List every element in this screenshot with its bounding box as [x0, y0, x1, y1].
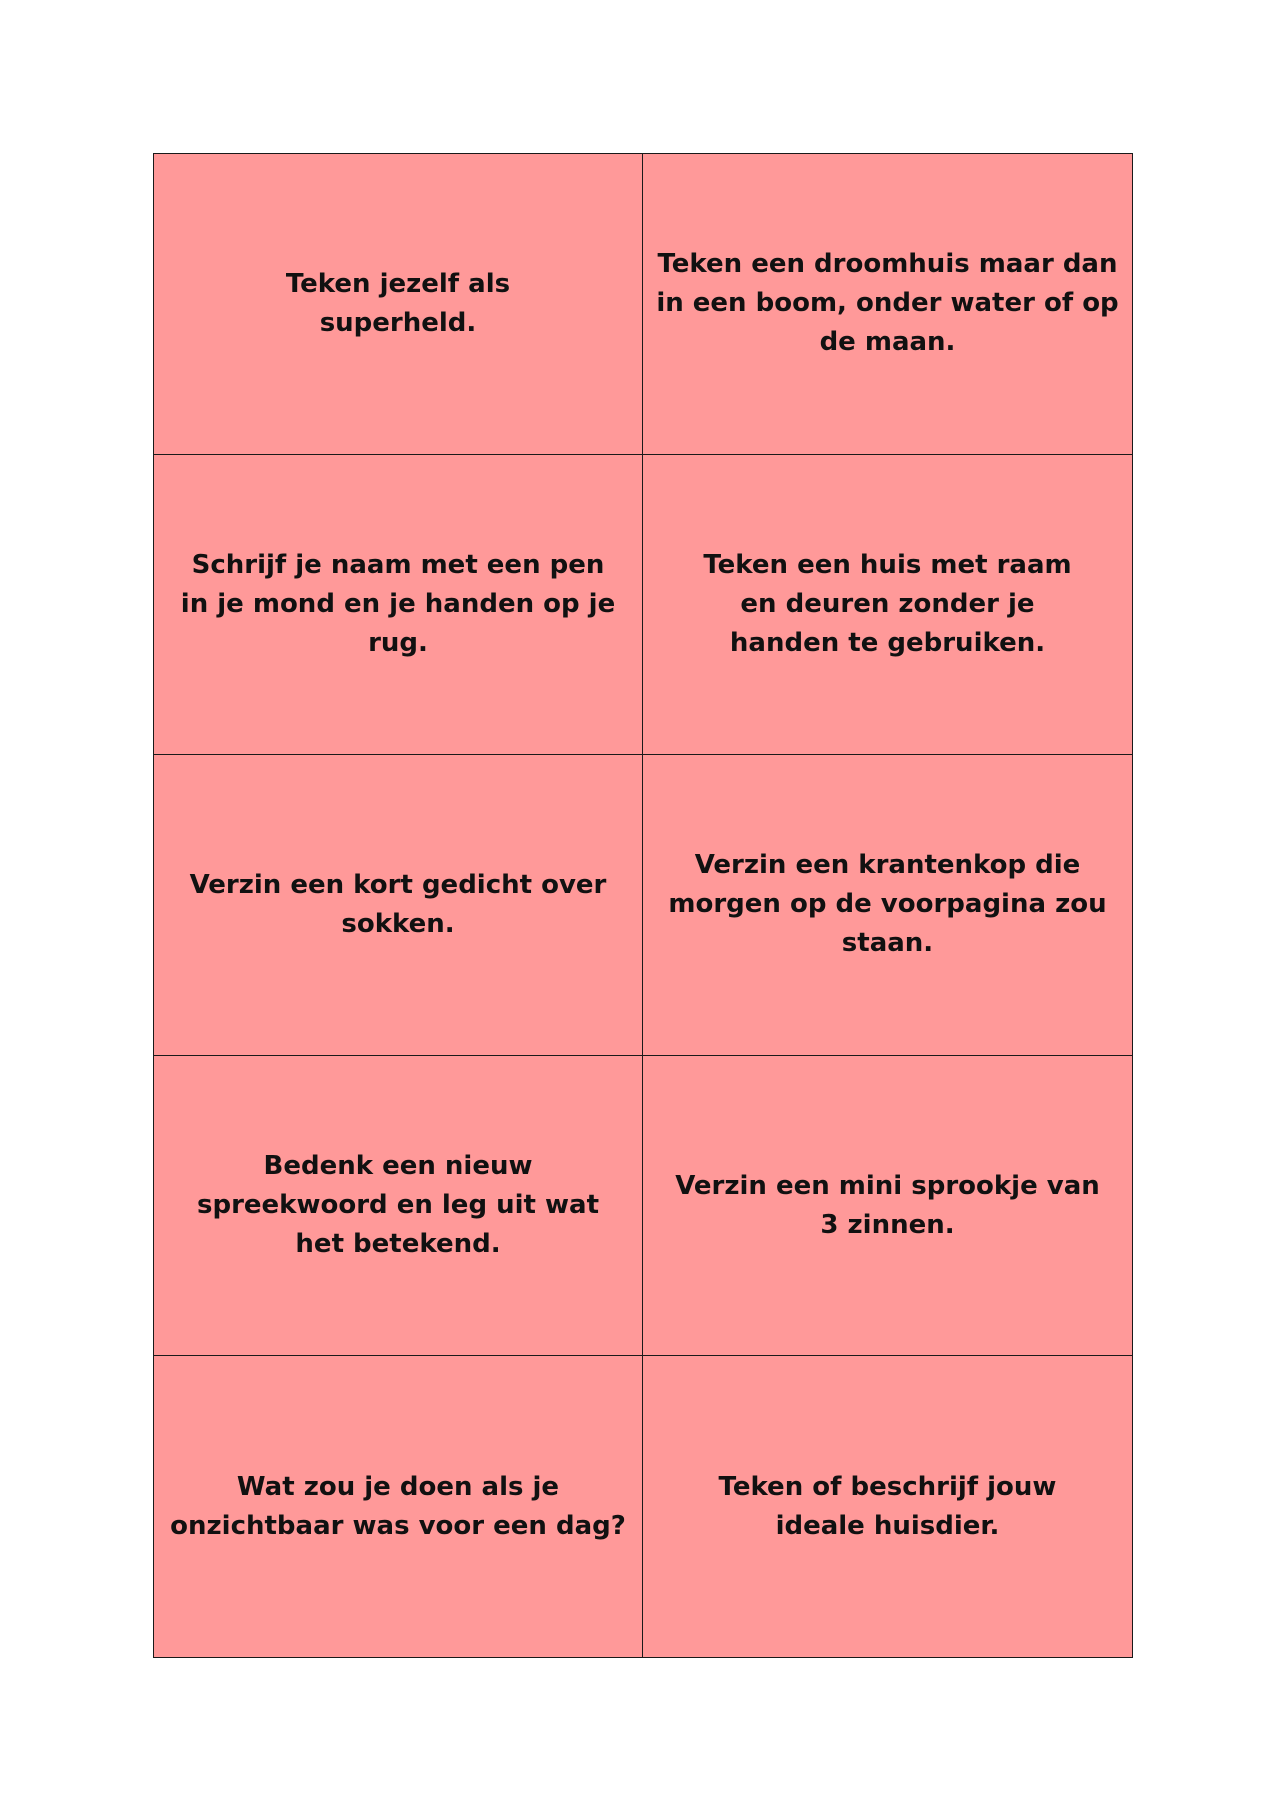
card-4 — [643, 455, 1132, 756]
card-10-text: Teken of beschrijf jouw ideale huisdier. — [718, 1471, 1057, 1541]
card-5-text: Verzin een kort gedicht over sokken. — [189, 869, 607, 939]
card-3-text: Schrijf je naam met een pen in je mond en je handen op je rug. — [180, 549, 616, 658]
card-7-text: Bedenk een nieuw spreekwoord en leg uit wat het betekend. — [197, 1151, 599, 1260]
card-9-text: Wat zou je doen als je onzichtbaar was voor een dag? — [170, 1471, 626, 1541]
card-grid — [153, 153, 1133, 1658]
card-3 — [154, 455, 643, 756]
card-2-text: Teken een droomhuis maar dan in een boom, onder water of op de maan. — [656, 249, 1119, 358]
card-6-text: Verzin een krantenkop die morgen op de voorpagina zou staan. — [668, 850, 1107, 959]
card-9 — [154, 1356, 643, 1657]
card-1 — [154, 154, 643, 455]
card-6 — [643, 755, 1132, 1056]
card-8-text: Verzin een mini sprookje van 3 zinnen. — [675, 1170, 1100, 1240]
card-8 — [643, 1056, 1132, 1357]
card-10 — [643, 1356, 1132, 1657]
card-5 — [154, 755, 643, 1056]
card-2 — [643, 154, 1132, 455]
card-1-text: Teken jezelf als superheld. — [285, 268, 511, 338]
card-4-text: Teken een huis met raam en deuren zonder je handen te gebruiken. — [703, 549, 1072, 658]
card-7 — [154, 1056, 643, 1357]
